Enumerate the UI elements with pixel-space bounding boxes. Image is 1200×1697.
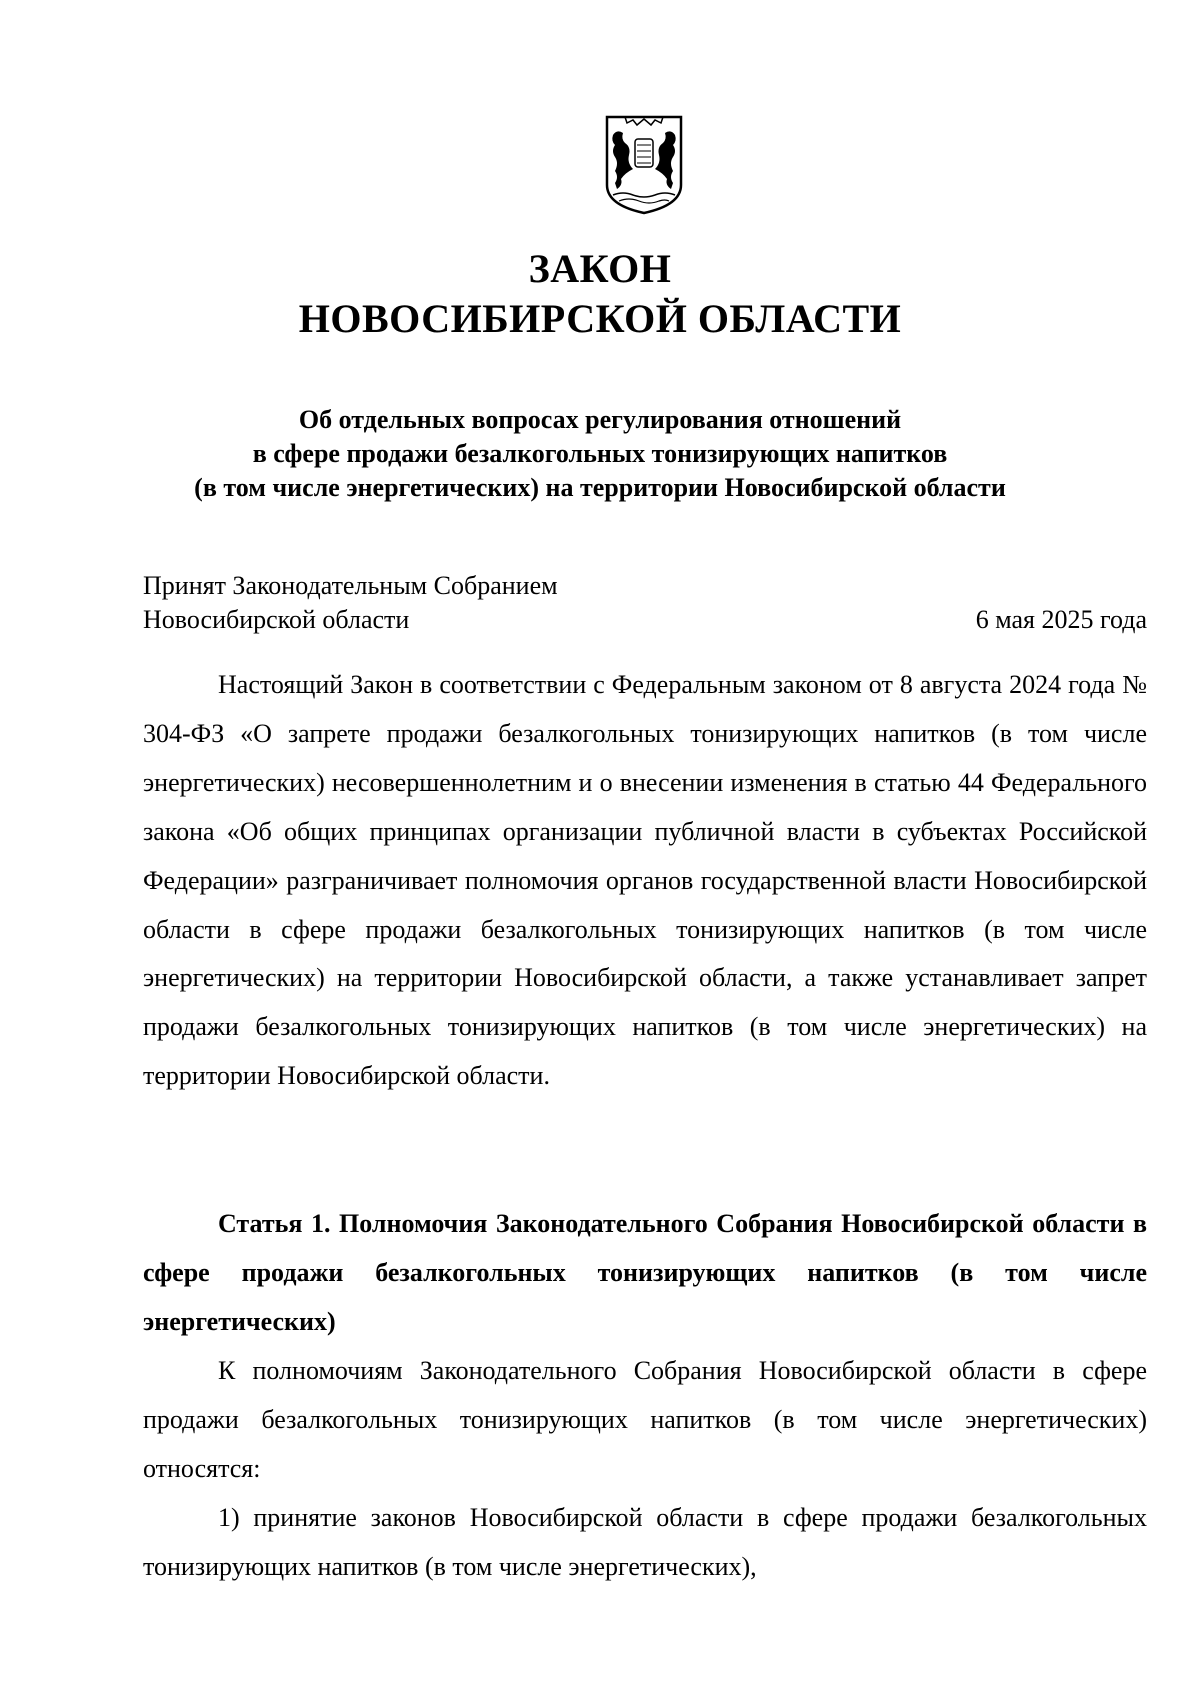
adoption-date: 6 мая 2025 года [975, 605, 1147, 634]
law-title-line1: ЗАКОН [528, 246, 672, 291]
preamble-paragraph: Настоящий Закон в соответствии с Федеральным законом от 8 августа 2024 года № 304-ФЗ «О запрете продажи безалкогольных тонизирующих напитков (в том числе энергетических) несовершеннолетним и о внесении изменения в статью 44 Федерального закона «Об общих принципах организации публичной власти в субъектах Российской Федерации» разграничивает полномочия органов государственной власти Новосибирской области в сфере продажи безалкогольных тонизирующих напитков (в том числе энергетических) на территории Новосибирской области, а также устанавливает запрет продажи безалкогольных тонизирующих напитков (в том числе энергетических) на территории Новосибирской области. [143, 670, 1147, 1091]
adoption-line2: Новосибирской области [143, 605, 410, 634]
law-subject-line1: Об отдельных вопросах регулирования отношений [298, 405, 902, 434]
law-subject-line2: в сфере продажи безалкогольных тонизирующих напитков [252, 439, 948, 468]
adoption-line1: Принят Законодательным Собранием [143, 571, 558, 600]
article-1-item-1: 1) принятие законов Новосибирской области в сфере продажи безалкогольных тонизирующих напитков (в том числе энергетических), [143, 1503, 1147, 1581]
article-1-body: К полномочиям Законодательного Собрания Новосибирской области в сфере продажи безалкогольных тонизирующих напитков (в том числе энергетических) относятся: [143, 1356, 1147, 1483]
article-1-heading: Статья 1. Полномочия Законодательного Собрания Новосибирской области в сфере продажи безалкогольных тонизирующих напитков (в том числе энергетических) [143, 1209, 1147, 1336]
law-title-line2: НОВОСИБИРСКОЙ ОБЛАСТИ [298, 296, 902, 341]
law-subject-line3: (в том числе энергетических) на территории Новосибирской области [194, 473, 1006, 502]
coat-of-arms-icon [603, 113, 685, 215]
